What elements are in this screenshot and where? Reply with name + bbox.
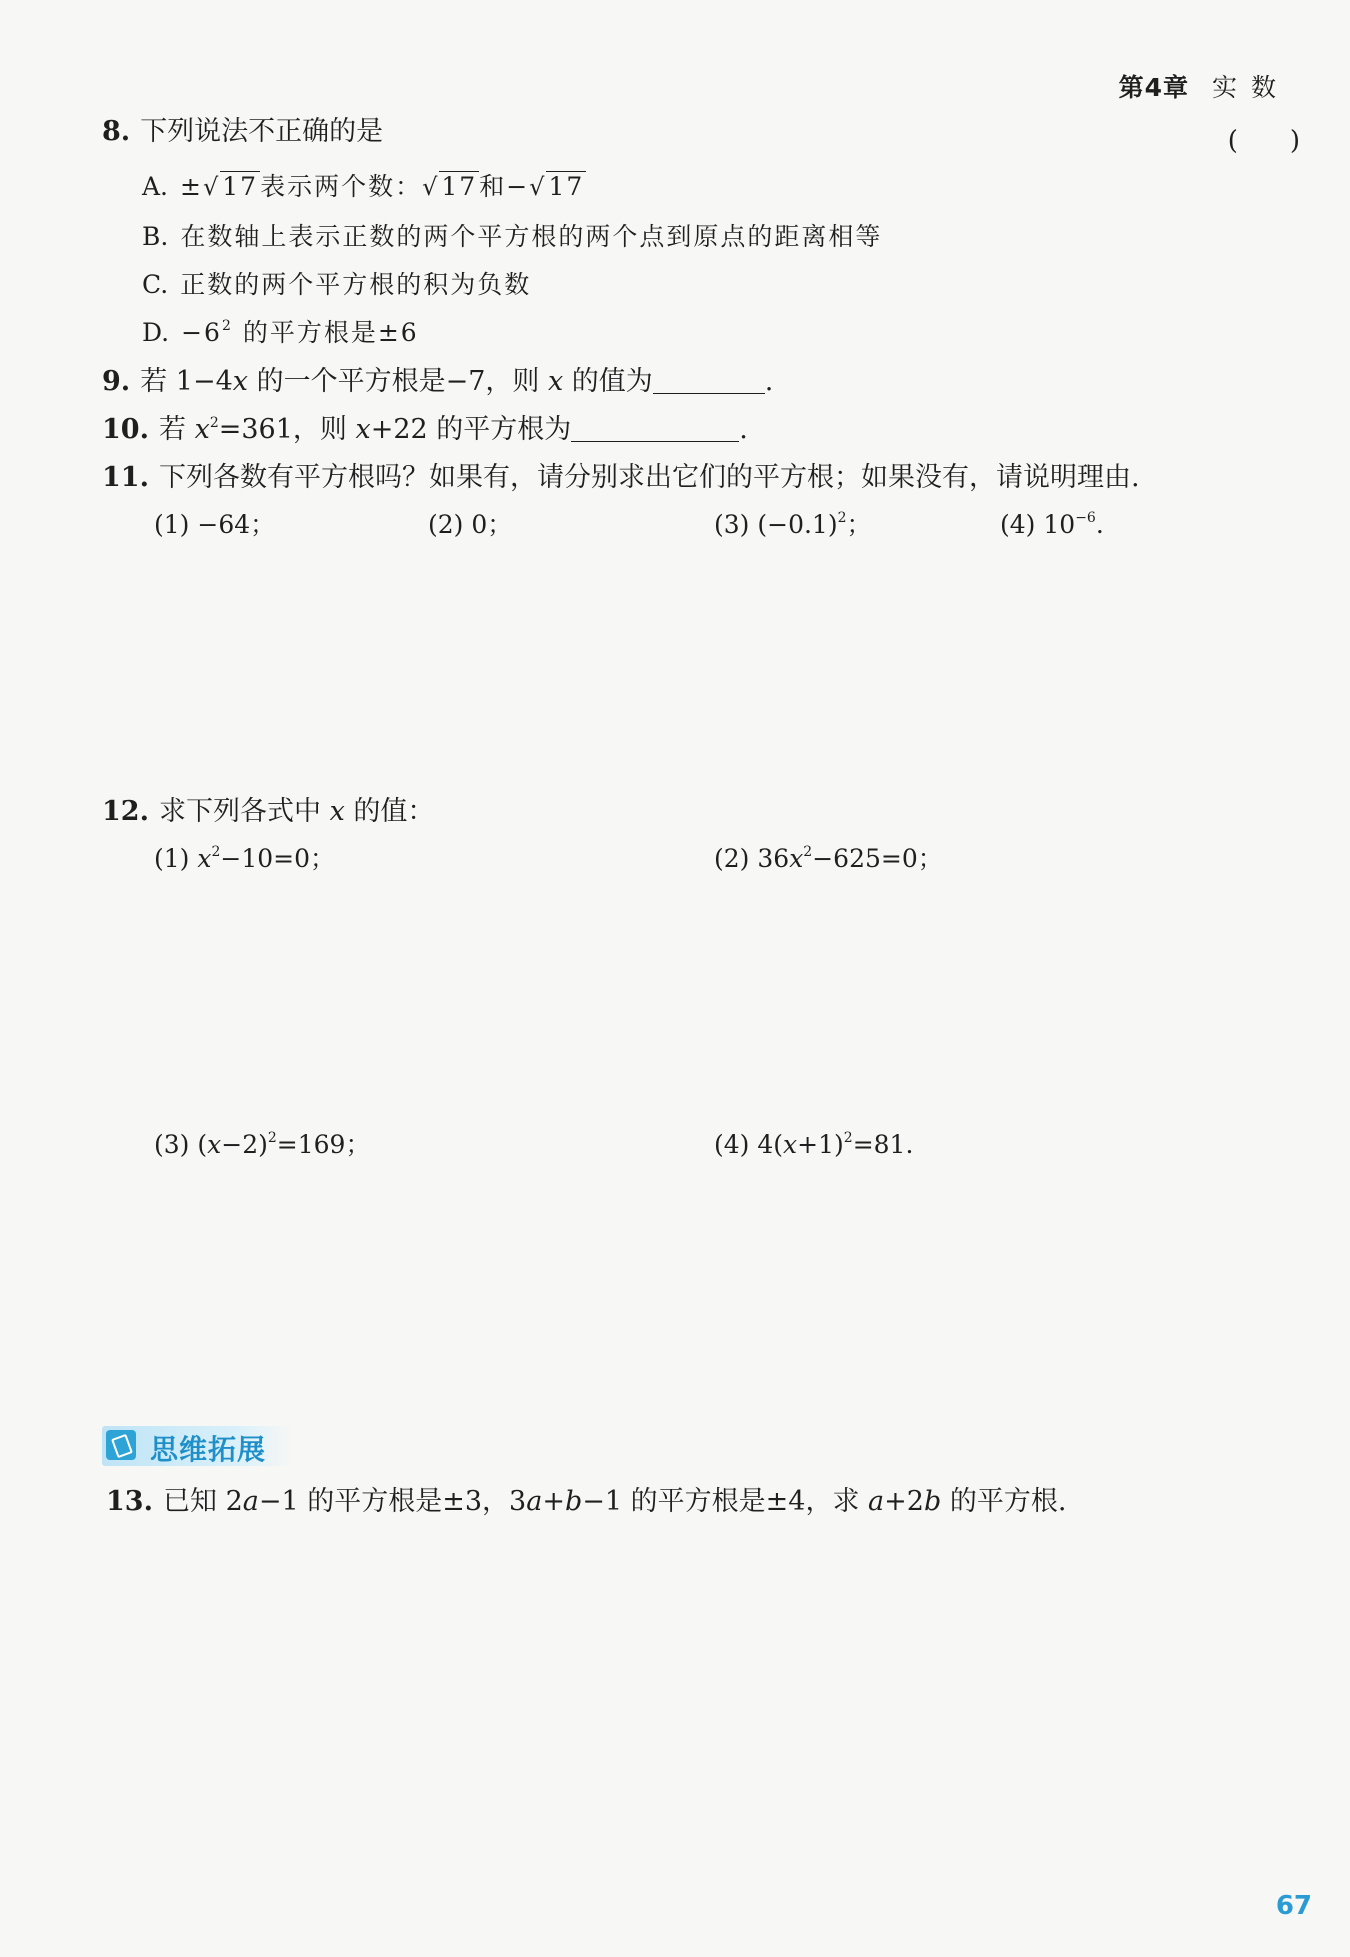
variable-x: x bbox=[207, 1130, 222, 1159]
variable-a: a bbox=[526, 1486, 543, 1517]
variable-x: x bbox=[232, 366, 248, 397]
question-text: −1 的平方根是±3，3 bbox=[258, 1486, 527, 1517]
variable-x: x bbox=[194, 414, 210, 445]
question-text: 求下列各式中 bbox=[158, 796, 330, 827]
question-text: 若 1−4 bbox=[140, 366, 233, 397]
chapter-header bbox=[1119, 68, 1290, 104]
item-text: −64； bbox=[197, 510, 276, 539]
option-label: D. bbox=[142, 318, 170, 347]
option-a bbox=[142, 170, 586, 204]
question-13 bbox=[106, 1484, 1066, 1520]
exponent: −6 bbox=[1075, 510, 1096, 526]
sqrt-17: √17 bbox=[422, 172, 478, 201]
variable-x: x bbox=[783, 1130, 798, 1159]
option-d bbox=[142, 316, 419, 350]
question-text: +2 bbox=[884, 1486, 924, 1517]
section-banner bbox=[102, 1426, 292, 1466]
item-text: −625=0； bbox=[812, 844, 943, 873]
question-text: . bbox=[739, 414, 748, 445]
q12-item-2 bbox=[714, 842, 943, 876]
item-text: =169； bbox=[276, 1130, 371, 1159]
option-text: 表示两个数： bbox=[260, 172, 423, 201]
question-text: 的平方根. bbox=[941, 1486, 1067, 1517]
question-text: 已知 2 bbox=[162, 1486, 243, 1517]
question-number: 9. bbox=[102, 366, 131, 397]
sqrt-17: √17 bbox=[202, 172, 259, 201]
question-number: 8. bbox=[102, 116, 131, 147]
question-11 bbox=[102, 460, 1140, 496]
question-9 bbox=[102, 364, 773, 400]
option-label: A. bbox=[142, 172, 169, 201]
radicand: 17 bbox=[222, 172, 259, 201]
plus-minus: ± bbox=[180, 172, 203, 201]
exponent: 2 bbox=[221, 318, 233, 334]
variable-x: x bbox=[329, 796, 345, 827]
variable-a: a bbox=[242, 1486, 259, 1517]
q11-item-4 bbox=[1000, 508, 1104, 542]
exponent: 2 bbox=[209, 415, 219, 431]
option-text: 和− bbox=[479, 172, 530, 201]
question-number: 12. bbox=[102, 796, 149, 827]
question-text: + bbox=[542, 1486, 565, 1517]
question-number: 13. bbox=[106, 1486, 153, 1517]
option-b bbox=[142, 220, 882, 254]
answer-paren: ( ) bbox=[1227, 126, 1300, 156]
question-10 bbox=[102, 412, 748, 448]
radicand: 17 bbox=[548, 172, 585, 201]
item-label: (1) bbox=[154, 844, 190, 873]
q11-item-3 bbox=[714, 508, 872, 542]
q12-item-3 bbox=[154, 1128, 370, 1162]
item-label: (4) bbox=[714, 1130, 750, 1159]
chapter-label: 第4章 bbox=[1118, 73, 1190, 102]
exponent: 2 bbox=[267, 1130, 277, 1146]
option-text: −6 bbox=[181, 318, 222, 347]
item-text: (−0.1) bbox=[757, 510, 838, 539]
question-text: . bbox=[764, 366, 774, 397]
q11-item-2 bbox=[428, 508, 512, 542]
question-stem: 下列说法不正确的是 bbox=[140, 116, 384, 147]
variable-x: x bbox=[789, 844, 804, 873]
pencil-note-icon bbox=[106, 1430, 136, 1460]
item-text: ( bbox=[197, 1130, 208, 1159]
exponent: 2 bbox=[837, 510, 847, 526]
question-text: 的值为 bbox=[563, 366, 653, 397]
variable-b: b bbox=[564, 1486, 583, 1517]
item-text: 4( bbox=[757, 1130, 784, 1159]
variable-a: a bbox=[868, 1486, 885, 1517]
question-12 bbox=[102, 794, 434, 830]
item-label: (1) bbox=[154, 510, 190, 539]
answer-blank[interactable] bbox=[571, 413, 739, 442]
option-label: C. bbox=[142, 270, 169, 299]
sqrt-17: √17 bbox=[529, 172, 585, 201]
page-number: 67 bbox=[1275, 1891, 1312, 1921]
item-label: (2) bbox=[714, 844, 750, 873]
chapter-subject: 实数 bbox=[1211, 73, 1290, 102]
question-8 bbox=[102, 114, 383, 150]
section-title: 思维拓展 bbox=[150, 1433, 267, 1466]
option-text: 的平方根是±6 bbox=[232, 318, 419, 347]
variable-b: b bbox=[923, 1486, 942, 1517]
radicand: 17 bbox=[441, 172, 478, 201]
item-text: 36 bbox=[757, 844, 790, 873]
item-text: 0； bbox=[471, 510, 513, 539]
q12-item-4 bbox=[714, 1128, 913, 1162]
option-text: 在数轴上表示正数的两个平方根的两个点到原点的距离相等 bbox=[180, 222, 883, 251]
item-text: −2) bbox=[221, 1130, 268, 1159]
question-stem: 下列各数有平方根吗？如果有，请分别求出它们的平方根；如果没有，请说明理由. bbox=[158, 462, 1140, 493]
q12-item-1 bbox=[154, 842, 335, 876]
item-text: . bbox=[1095, 510, 1104, 539]
option-c bbox=[142, 268, 531, 302]
variable-x: x bbox=[197, 844, 212, 873]
item-label: (4) bbox=[1000, 510, 1036, 539]
item-label: (3) bbox=[154, 1130, 190, 1159]
item-label: (3) bbox=[714, 510, 750, 539]
item-text: =81. bbox=[852, 1130, 914, 1159]
item-text: −10=0； bbox=[220, 844, 336, 873]
variable-x: x bbox=[355, 414, 371, 445]
question-number: 10. bbox=[102, 414, 149, 445]
exponent: 2 bbox=[843, 1130, 853, 1146]
item-label: (2) bbox=[428, 510, 464, 539]
variable-x: x bbox=[547, 366, 564, 397]
question-text: +22 的平方根为 bbox=[370, 414, 572, 445]
q11-item-1 bbox=[154, 508, 275, 542]
exponent: 2 bbox=[211, 844, 221, 860]
question-text: 的一个平方根是−7，则 bbox=[247, 366, 548, 397]
question-text: 的值： bbox=[344, 796, 435, 827]
exponent: 2 bbox=[803, 844, 813, 860]
question-number: 11. bbox=[102, 462, 149, 493]
item-text: +1) bbox=[797, 1130, 844, 1159]
question-text: 若 bbox=[158, 414, 195, 445]
answer-blank[interactable] bbox=[653, 365, 765, 394]
question-text: =361，则 bbox=[218, 414, 356, 445]
item-text: 10 bbox=[1043, 510, 1076, 539]
option-label: B. bbox=[142, 222, 169, 251]
question-text: −1 的平方根是±4，求 bbox=[582, 1486, 869, 1517]
option-text: 正数的两个平方根的积为负数 bbox=[180, 270, 532, 299]
item-text: ； bbox=[846, 510, 872, 539]
